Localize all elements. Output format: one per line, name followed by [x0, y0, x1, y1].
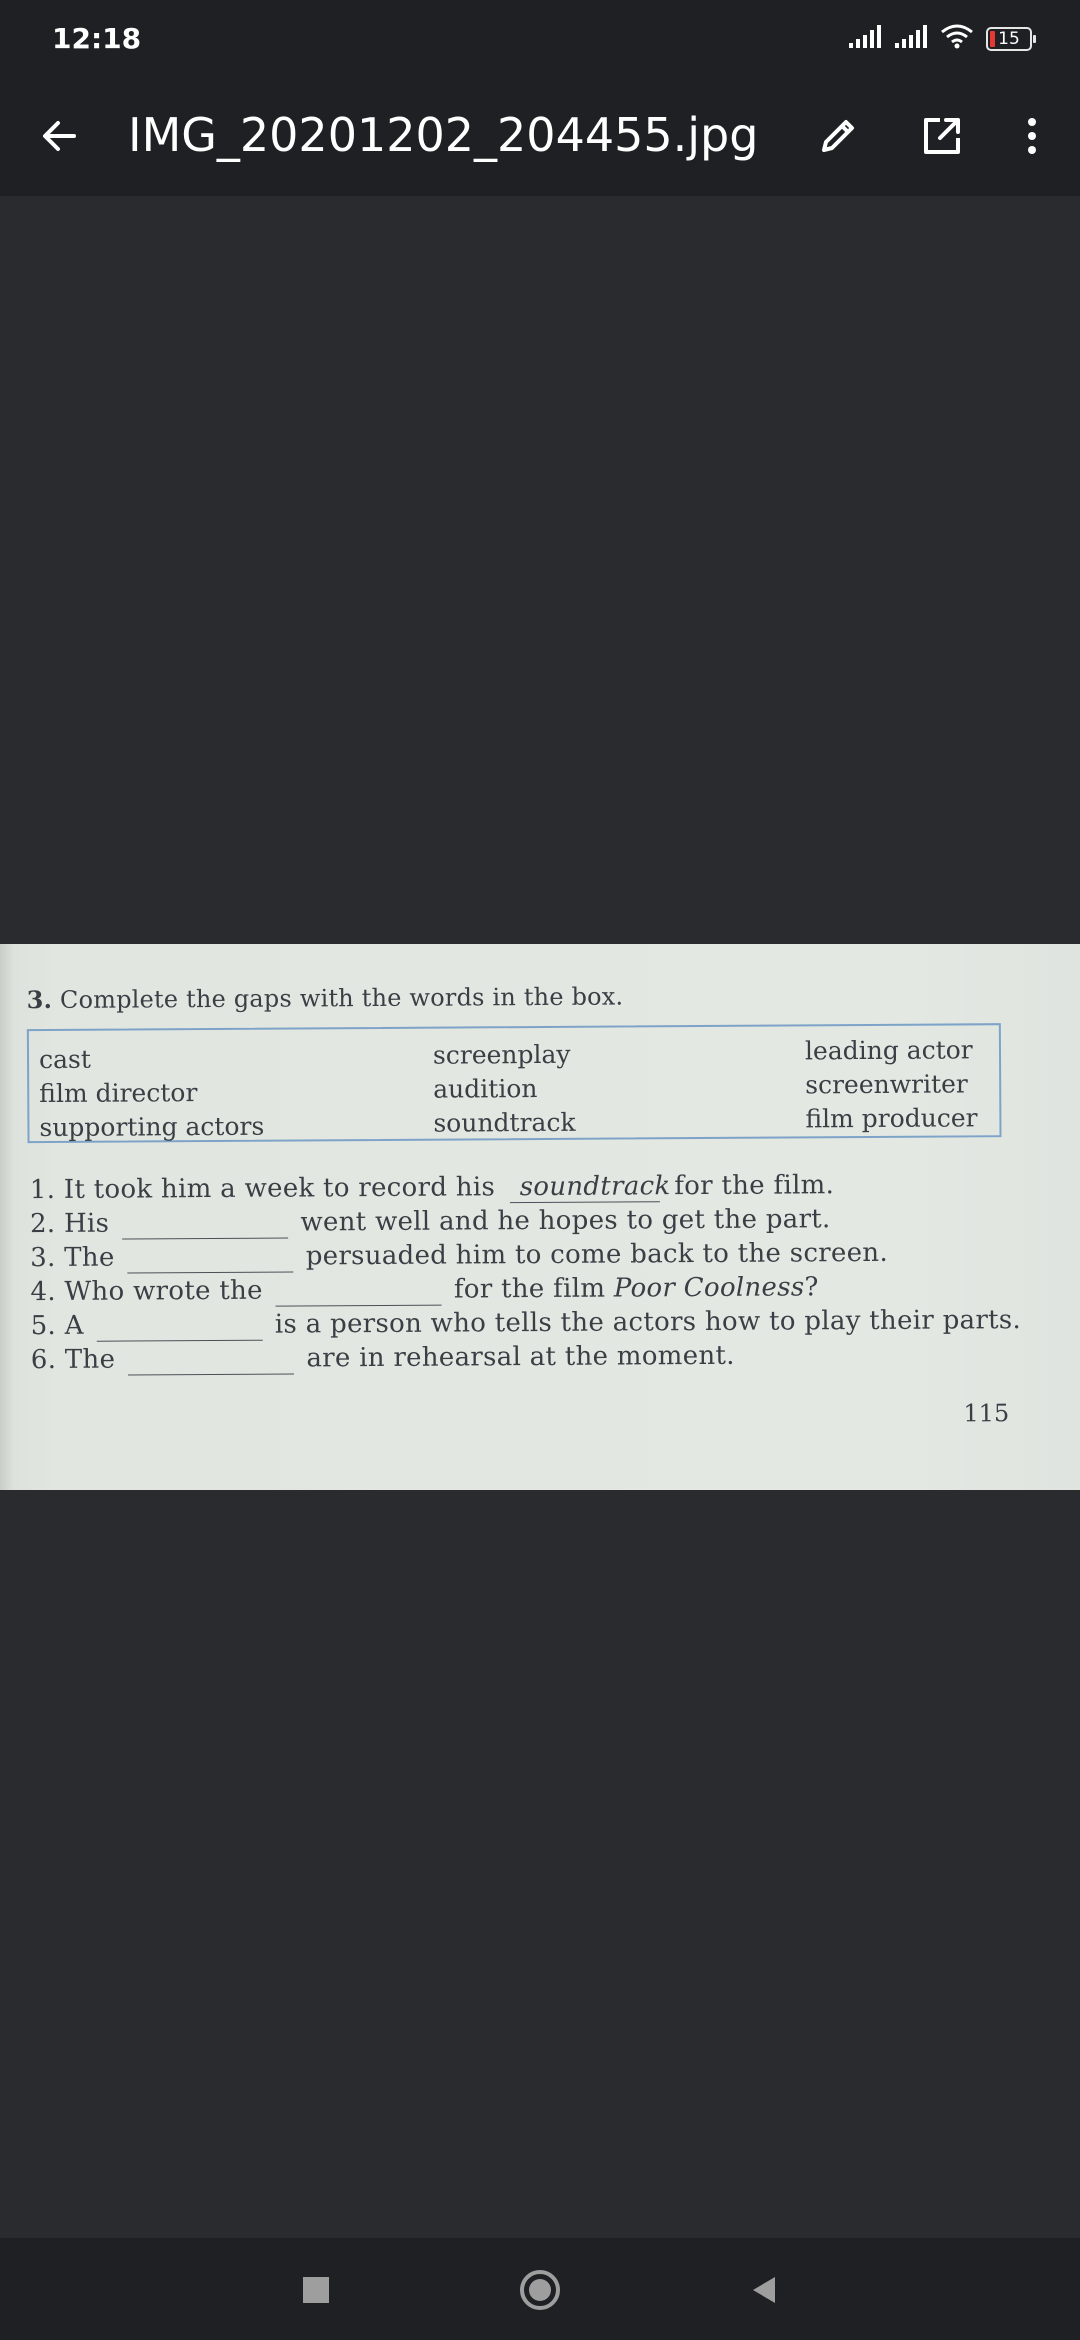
page-number: 115 [963, 1399, 1010, 1428]
sentence-text: It took him a week to record his [63, 1172, 496, 1205]
sentence-number: 4. [30, 1276, 56, 1308]
word-box-item: audition [433, 1074, 538, 1104]
sentence-text: The [64, 1344, 116, 1375]
sentence-text: A [64, 1310, 84, 1341]
word-box-item: leading actor [804, 1035, 973, 1066]
sentence-number: 2. [29, 1208, 56, 1240]
sentence-text: are in rehearsal at the moment. [306, 1340, 735, 1374]
blank-gap [96, 1318, 262, 1342]
app-toolbar [0, 78, 1080, 196]
status-icons [848, 22, 1032, 56]
sentence-text: for the film [453, 1273, 606, 1305]
sentence-number: 1. [29, 1174, 56, 1206]
sentence-6 [31, 1341, 735, 1376]
status-bar [0, 0, 1080, 78]
exercise-instruction: Complete the gaps with the words in the box. [59, 982, 624, 1014]
blank-gap [128, 1352, 294, 1376]
sentence-text: went well and he hopes to get the part. [300, 1204, 831, 1238]
battery-icon [986, 27, 1032, 51]
exercise-heading [27, 981, 624, 1014]
sentence-3 [30, 1238, 888, 1274]
signal-icon [894, 25, 928, 53]
sentence-number: 3. [30, 1242, 56, 1274]
back-nav-button[interactable] [732, 2258, 796, 2322]
sentence-text: ? [804, 1272, 819, 1303]
word-box-item: cast [38, 1044, 91, 1075]
open-with-button[interactable] [906, 100, 978, 172]
home-circle-icon [518, 2268, 562, 2312]
sentence-5 [31, 1305, 1022, 1342]
file-title: IMG_20201202_204455.jpg [128, 108, 759, 162]
status-time: 12:18 [52, 22, 142, 55]
sentence-text: persuaded him to come back to the screen. [305, 1237, 889, 1272]
sentence-number: 5. [30, 1310, 57, 1342]
blank-gap [122, 1216, 288, 1240]
sentence-text: The [64, 1242, 115, 1273]
battery-level: 15 [998, 29, 1020, 49]
recents-square-icon [301, 2275, 331, 2305]
sentence-number: 6. [30, 1344, 57, 1376]
sentence-1 [30, 1170, 835, 1206]
blank-gap [275, 1283, 441, 1307]
word-box-item: screenwriter [805, 1069, 968, 1100]
back-button[interactable] [24, 100, 96, 172]
wifi-icon [940, 24, 974, 54]
sentence-2 [30, 1204, 831, 1240]
edit-pencil-icon [816, 114, 860, 158]
recents-button[interactable] [284, 2258, 348, 2322]
textbook-page [0, 944, 1080, 1490]
navigation-bar [0, 2238, 1080, 2340]
film-title: Poor Coolness [613, 1272, 805, 1304]
blank-gap [127, 1250, 293, 1274]
filled-gap: soundtrack [510, 1171, 660, 1203]
signal-icon [848, 25, 882, 53]
sentence-text: His [63, 1208, 110, 1239]
word-box-item: film director [39, 1078, 198, 1109]
word-box-item: soundtrack [433, 1107, 576, 1138]
sentence-4 [30, 1272, 818, 1308]
word-box [27, 1023, 1002, 1143]
photo-image[interactable] [0, 944, 1080, 1490]
more-vert-icon [1022, 114, 1042, 158]
back-arrow-icon [38, 114, 82, 158]
open-external-icon [920, 114, 964, 158]
more-options-button[interactable] [996, 100, 1068, 172]
home-button[interactable] [508, 2258, 572, 2322]
word-box-item: film producer [805, 1103, 978, 1134]
sentence-text: for the film. [674, 1170, 835, 1202]
sentence-text: Who wrote the [64, 1275, 263, 1307]
exercise-number: 3. [26, 984, 53, 1015]
edit-button[interactable] [802, 100, 874, 172]
back-triangle-icon [749, 2275, 779, 2305]
sentence-text: is a person who tells the actors how to play their parts. [274, 1305, 1022, 1340]
word-box-item: screenplay [432, 1039, 571, 1070]
word-box-item: supporting actors [39, 1111, 265, 1143]
